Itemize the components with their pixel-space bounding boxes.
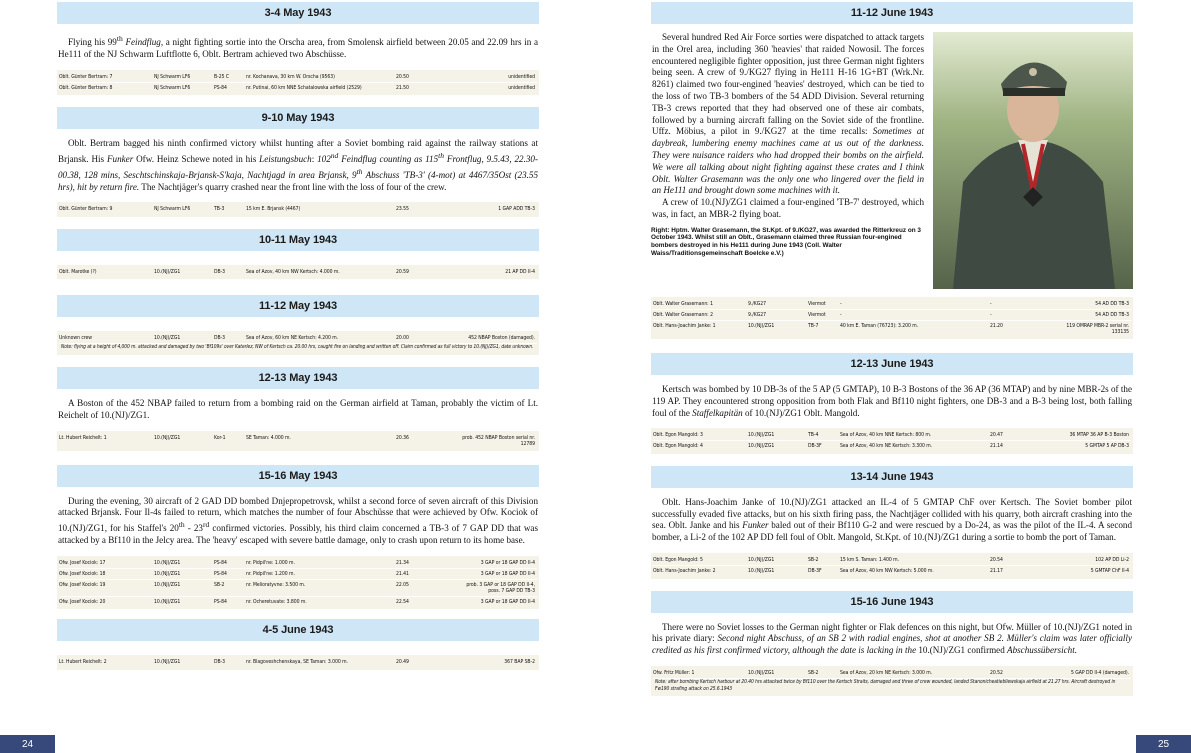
table-cell: PS-84 [214,598,227,605]
table-cell: Ofw. Josef Kociok: 20 [59,598,106,605]
table-cell: 10.(NJ)/ZG1 [154,659,181,666]
section-header: 9-10 May 1943 [57,107,539,129]
table-cell: 102 AP DD Li-2 [1095,557,1129,564]
table-cell: 10.(NJ)/ZG1 [748,557,775,564]
table-row [59,569,537,580]
table-cell: DB-3F [808,568,822,575]
table-cell: - [990,312,992,318]
photo-column [933,32,1133,289]
table-cell: Oblt. Egon Mangold: 4 [653,443,703,450]
table-row [59,333,537,344]
table-cell: Oblt. Egon Mangold: 5 [653,557,703,564]
table-cell: NJ Schwarm LF6 [154,73,191,80]
table-cell: prob. 3 GAP or 18 GAP DD II-4, poss. 7 GAP DD TB-3 [466,581,535,594]
table-row [59,204,537,215]
table-cell: Ofw. Josef Kociok: 18 [59,570,106,577]
table-cell: 40 km E. Taman (76723): 3.200 m. [840,323,919,329]
table-cell: 21.50 [396,84,409,91]
table-cell: Lt. Hubert Reichelt: 1 [59,434,107,441]
table-cell: Oblt. Walter Grasemann: 2 [653,312,713,318]
table-cell: 10.(NJ)/ZG1 [154,570,181,577]
spacer [57,670,539,676]
table-cell: Sea of Azov, 40 km NW Kertsch: 4.000 m. [246,268,340,275]
table-cell: Oblt. Marotke (?) [59,268,97,275]
table-cell: Oblt. Günter Bertram: 7 [59,73,113,80]
table-row [59,267,537,278]
spacer [57,251,539,265]
spacer [57,641,539,655]
table-cell: 20.54 [990,557,1003,564]
table-cell: SB-2 [214,581,225,588]
table-cell: Oblt. Egon Mangold: 3 [653,432,703,439]
table-cell: NJ Schwarm LF6 [154,206,191,213]
table-row [653,430,1131,441]
table-cell: 10.(NJ)/ZG1 [748,669,775,676]
table-cell: 20.00 [396,335,409,342]
spacer [651,375,1133,384]
table-row [653,566,1131,577]
table-row [59,433,537,449]
table-cell: TB-7 [808,323,819,329]
section-paragraph: Several hundred Red Air Force sorties were dispatched to attack targets in the Orel area, including 360 'heavies' that raided Nowosil. The forces encountered negligible fighter opposition, just three German night fighters being seen. A crew of 9./KG27 flying in He111 H-16 1G+BT (Wrk.Nr. 8261) claimed two four-engined 'heavies' destroyed, which can be tied to the loss of two TB-3 bombers of the 54 ADD Division. Several returning TB-3 crews reported that they had observed one of these air combats, followed by a burning aircraft falling on the Soviet side of the frontline. Uffz. Möbius, a pilot in 9./KG27 at the time recalls: Sometimes at daybreak, lumbering enemy machines came at us out of the darkness. They were nuisance raiders who had dropped their bombs on the airfield. We were all talking about night fighting against these crates and I think Oblt. Walter Grasemann was the only one who lingered over the field in an He111 and brought down some machines with it. [652,32,924,196]
table-cell: 20.47 [990,432,1003,439]
section-header: 15-16 May 1943 [57,465,539,487]
table-cell: 23.55 [396,206,409,213]
table-cell: 5 GMTAP ChF II-4 [1090,568,1129,575]
section-paragraph: Flying his 99th Feindflug, a night fighting sortie into the Orscha area, from Smolensk airfield between 20.05 and 22.09 hrs in a He111 of the NJ Schwarm Luftflotte 6, Oblt. Bertram achieved two Abschüsse. [58,34,538,59]
table-row [653,668,1131,679]
portrait-photo [933,32,1133,289]
table-row [653,555,1131,566]
spacer [57,279,539,295]
table-cell: SB-2 [808,557,819,564]
table-cell: Ofw. Josef Kociok: 17 [59,559,106,566]
spacer [57,129,539,138]
spacer [57,422,539,431]
table-cell: Oblt. Günter Bertram: 9 [59,206,113,213]
spacer [651,339,1133,353]
table-cell: DB-3 [214,268,226,275]
table-cell: DB-3F [808,443,822,450]
table-cell: - [990,301,992,307]
section-header: 10-11 May 1943 [57,229,539,251]
table-row [59,558,537,569]
table-cell: 10.(NJ)/ZG1 [154,268,181,275]
claims-table [651,553,1133,579]
left-page [0,0,595,753]
spacer [651,419,1133,428]
left-column [57,2,539,676]
table-cell: Sea of Azov, 40 km NE Kertsch: 3.300 m. [840,443,933,450]
table-cell: - [840,312,842,318]
table-cell: NJ Schwarm LF6 [154,84,191,91]
table-cell: nr. Blagoveshchenskaya, SE Taman: 3.000 m. [246,659,348,666]
table-cell: Sea of Azov, 40 km NW Kertsch: 5.000 m. [840,568,934,575]
table-cell: 10.(NJ)/ZG1 [748,432,775,439]
section-header: 12-13 May 1943 [57,367,539,389]
spacer [57,24,539,33]
spacer [651,544,1133,553]
page-number-left: 24 [0,735,55,753]
table-cell: Sea of Azov, 20 km NE Kertsch: 3.000 m. [840,669,933,676]
table-cell: TB-4 [808,432,819,439]
table-row [653,441,1131,452]
table-cell: 452 NBAP Boston (damaged). [468,335,535,342]
table-cell: 21 AP DD II-4 [505,268,535,275]
table-cell: 10.(NJ)/ZG1 [154,598,181,605]
table-cell: Lt. Hubert Reichelt: 2 [59,659,107,666]
table-cell: Unknown crew [59,335,92,342]
table-row [59,597,537,608]
table-cell: Viermot [808,312,826,318]
table-row [59,657,537,668]
section-header: 11-12 May 1943 [57,295,539,317]
section-paragraph: There were no Soviet losses to the German night fighter or Flak defences on this night, but Ofw. Müller of 10.(NJ)/ZG1 noted in his private diary: Second night Abschuss, of an SB 2 with radial engines, shot at another SB 2. Müller's claim was later officially credited as his first confirmed victory, although the date is lacking in the 10.(NJ)/ZG1 confirmed Abschussübersicht. [652,621,1132,656]
spacer [57,487,539,496]
table-cell: Kor-1 [214,434,226,441]
claims-table [57,655,539,670]
table-cell: Oblt. Günter Bertram: 8 [59,84,113,91]
table-cell: SB-2 [808,669,819,676]
table-cell: 54 AD DD TB-3 [1095,312,1129,318]
spacer [57,317,539,331]
table-cell: B-25 C [214,73,229,80]
table-cell: 21.17 [990,568,1003,575]
section-paragraph: A Boston of the 452 NBAP failed to return from a bombing raid on the German airfield at Taman, probably the victim of Lt. Reichelt of 10.(NJ)/ZG1. [58,397,538,420]
spacer [651,613,1133,622]
section-header: 11-12 June 1943 [651,2,1133,24]
claims-table [651,666,1133,696]
table-cell: 1 GAP ADD TB-3 [498,206,535,213]
table-row [653,299,1131,310]
table-cell: Oblt. Hans-Joachim Janke: 2 [653,568,716,575]
table-cell: nr. Pidpil'ne: 1.000 m. [246,559,295,566]
claims-table [57,556,539,610]
table-cell: 10.(NJ)/ZG1 [748,323,775,329]
table-cell: 367 BAP SB-2 [504,659,535,666]
table-cell: PS-84 [214,570,227,577]
portrait-figure-icon [933,32,1133,289]
spacer [57,217,539,229]
table-note: Note: flying at a height of 4,000 m. attacked and damaged by two 'Bf109s' over Katerlez, NW of Kertsch ca. 20.00 hrs, caught fire on landing and written off. Claim confirmed as full victory to 10.(NJ)/ZG1, date unknown. [61,344,534,351]
claims-table [651,428,1133,454]
claims-table [651,297,1133,339]
table-cell: 21.41 [396,570,409,577]
spacer [57,609,539,619]
table-cell: DB-3 [214,659,226,666]
table-cell: 22.54 [396,598,409,605]
table-row [59,72,537,83]
table-row [653,310,1131,321]
photo-caption: Right: Hptm. Walter Grasemann, the St.Kpt. of 9./KG27, was awarded the Ritterkreuz on 3 October 1943. Whilst still an Oblt., Grasemann claimed three Russian four-engined bombers destroyed in his He111 during June 1943 (Coll. Walter Waiss/Traditionsgemeinschaft Boelcke e.V.) [651,226,921,257]
table-cell: unidentified [508,73,535,80]
claims-table [57,331,539,355]
claims-table [57,265,539,280]
spacer [651,657,1133,666]
table-cell: 20.59 [396,268,409,275]
right-page [596,0,1191,753]
spacer [651,289,1133,297]
table-cell: 20.50 [396,73,409,80]
table-cell: DB-3 [214,335,226,342]
spacer [57,193,539,202]
spacer [57,547,539,556]
table-cell: Ofw. Josef Kociok: 19 [59,581,106,588]
table-cell: nr. Pidpil'ne: 1.200 m. [246,570,295,577]
section-header: 12-13 June 1943 [651,353,1133,375]
table-cell: nr. Kochanava, 30 km W. Orscha (9563) [246,73,335,80]
table-cell: unidentified [508,84,535,91]
table-cell: 21.20 [990,323,1003,329]
text-column [651,32,925,258]
section-header: 4-5 June 1943 [57,619,539,641]
table-cell: Ofw. Fritz Müller: 1 [653,669,695,676]
spacer [57,389,539,398]
spacer [651,579,1133,591]
table-cell: nr. Ocheretuvate: 3.800 m. [246,598,307,605]
table-cell: 3 GAP or 18 GAP DD II-4 [480,559,535,566]
section-paragraph: Kertsch was bombed by 10 DB-3s of the 5 AP (5 GMTAP), 10 B-3 Bostons of the 36 AP (36 MTAP) and by nine MBR-2s of the 119 AP. They encountered strong opposition from both Flak and Bf110 night fighters, one DB-3 and a B-3 being lost, both falling foul of the Staffelkapitän of 10.(NJ)/ZG1 Oblt. Mangold. [652,384,1132,418]
table-cell: prob. 452 NBAP Boston serial nr. 12789 [462,434,535,447]
table-cell: 21.34 [396,559,409,566]
table-cell: TB-3 [214,206,225,213]
table-cell: 20.52 [990,669,1003,676]
table-cell: 5 GMTAP 5 AP DB-3 [1085,443,1129,450]
table-cell: Viermot [808,301,826,307]
table-cell: 10.(NJ)/ZG1 [748,568,775,575]
claims-table [57,70,539,96]
table-cell: 9./KG27 [748,312,766,318]
table-cell: 54 AD DD TB-3 [1095,301,1129,307]
spacer [57,355,539,367]
table-cell: 10.(NJ)/ZG1 [748,443,775,450]
table-cell: 20.49 [396,659,409,666]
table-cell: Sea of Azov, 40 km NNE Kertsch: 800 m. [840,432,932,439]
table-cell: 15 km S. Taman: 1.400 m. [840,557,899,564]
spacer [651,24,1133,32]
table-row [59,83,537,94]
section-header: 3-4 May 1943 [57,2,539,24]
photo-text-block [651,32,1133,289]
section-paragraph: Oblt. Bertram bagged his ninth confirmed victory whilst hunting after a Soviet bombing raid against the railway stations at Brjansk. His Funker Ofw. Heinz Schewe noted in his Leistungsbuch: 102nd Feindflug counting as 115th Frontflug, 9.5.43, 22.30-00.38, 128 mins, Seschtschinskaja-Brjansk-S'kaja, Nachtjagd in area Brjansk, 9th Abschuss 'TB-3' (4-mot) at 4467/35Ost (23.55 hrs), hit by return fire. The Nachtjäger's quarry crashed near the front line with the loss of four of the crew. [58,138,538,192]
table-row [59,580,537,597]
right-column [651,2,1133,702]
table-cell: Oblt. Walter Grasemann: 1 [653,301,713,307]
section-paragraph: During the evening, 30 aircraft of 2 GAD DD bombed Dnjepropetrovsk, whilst a second force of seven aircraft of this Division attacked Brjansk. Four Il-4s failed to return, which matches the number of four Abschüsse that were achieved by Ofw. Kociok of 10.(NJ)/ZG1, for his Staffel's 20th - 23rd confirmed victories. Possibly, his third claim concerned a TB-3 of 7 GAP DD that was attacked by a Bf110 in the Jelcy area. The 'heavy' escaped with severe battle damage, only to crash upon return to its home base. [58,495,539,545]
table-cell: 5 GAP DD II-4 (damaged). [1071,669,1129,676]
section-header: 15-16 June 1943 [651,591,1133,613]
spacer [651,454,1133,466]
claims-table [57,431,539,451]
table-cell: SE Taman: 4.000 m. [246,434,291,441]
table-cell: 21.14 [990,443,1003,450]
table-cell: PS-84 [214,84,227,91]
table-cell: 20.36 [396,434,409,441]
table-cell: Sea of Azov, 60 km NE Kertsch: 4.200 m. [246,335,339,342]
table-cell: PS-84 [214,559,227,566]
spacer [57,451,539,465]
table-cell: 10.(NJ)/ZG1 [154,559,181,566]
page-number-right: 25 [1136,735,1191,753]
table-cell: 3 GAP or 18 GAP DD II-4 [480,570,535,577]
table-cell: nr. Melioratyvne: 3.500 m. [246,581,306,588]
table-cell: nr. Putinai, 60 km NNE Schatalowska airfield (2529) [246,84,362,91]
table-cell: 22.05 [396,581,409,588]
table-cell: 36 MTAP 36 AP B-3 Boston [1069,432,1129,439]
table-cell: 3 GAP or 18 GAP DD II-4 [480,598,535,605]
table-cell: 10.(NJ)/ZG1 [154,434,181,441]
table-row [653,321,1131,337]
table-cell: 9./KG27 [748,301,766,307]
table-cell: 119 OMRAP MBR-2 serial nr. 133135 [1066,323,1129,335]
section-paragraph-2: A crew of 10.(NJ)/ZG1 claimed a four-engined 'TB-7' destroyed, which was, in fact, an MBR-2 flying boat. [652,197,924,219]
spacer [57,61,539,70]
claims-table [57,202,539,217]
table-cell: 10.(NJ)/ZG1 [154,581,181,588]
spacer [57,95,539,107]
section-header: 13-14 June 1943 [651,466,1133,488]
table-cell: 10.(NJ)/ZG1 [154,335,181,342]
section-paragraph: Oblt. Hans-Joachim Janke of 10.(NJ)/ZG1 attacked an IL-4 of 5 GMTAP ChF over Kertsch. The Soviet bomber pilot successfully evaded five attacks, but on his sixth firing pass, the Nachtjäger collided with his quarry, both aircraft crashing into the sea. Oblt. Janke and his Funker baled out of their Bf110 G-2 and were rescued by a Do-24, as was the pilot of the IL-4. A second bomber, a Li-2 of the 102 AP DD fell foul of Oblt. Mangold, St.Kpt. of 10.(NJ)/ZG1 during a sortie to bomb the port of Taman. [652,496,1132,543]
table-cell: - [840,301,842,307]
table-cell: Oblt. Hans-Joachim Janke: 1 [653,323,716,329]
table-note: Note: after bombing Kertsch harbour at 20.40 hrs attacked twice by Bf110 over the Kertsch Straits, damaged and three of crew wounded, landed Stanonicheatiebliewskaja airfield at 21.27 hrs. Aircraft destroyed in Fw190 strafing attack on 25.6.1943 [655,678,1116,692]
spacer [651,488,1133,497]
table-cell: 15 km E. Brjansk (4467) [246,206,301,213]
spacer [651,696,1133,702]
